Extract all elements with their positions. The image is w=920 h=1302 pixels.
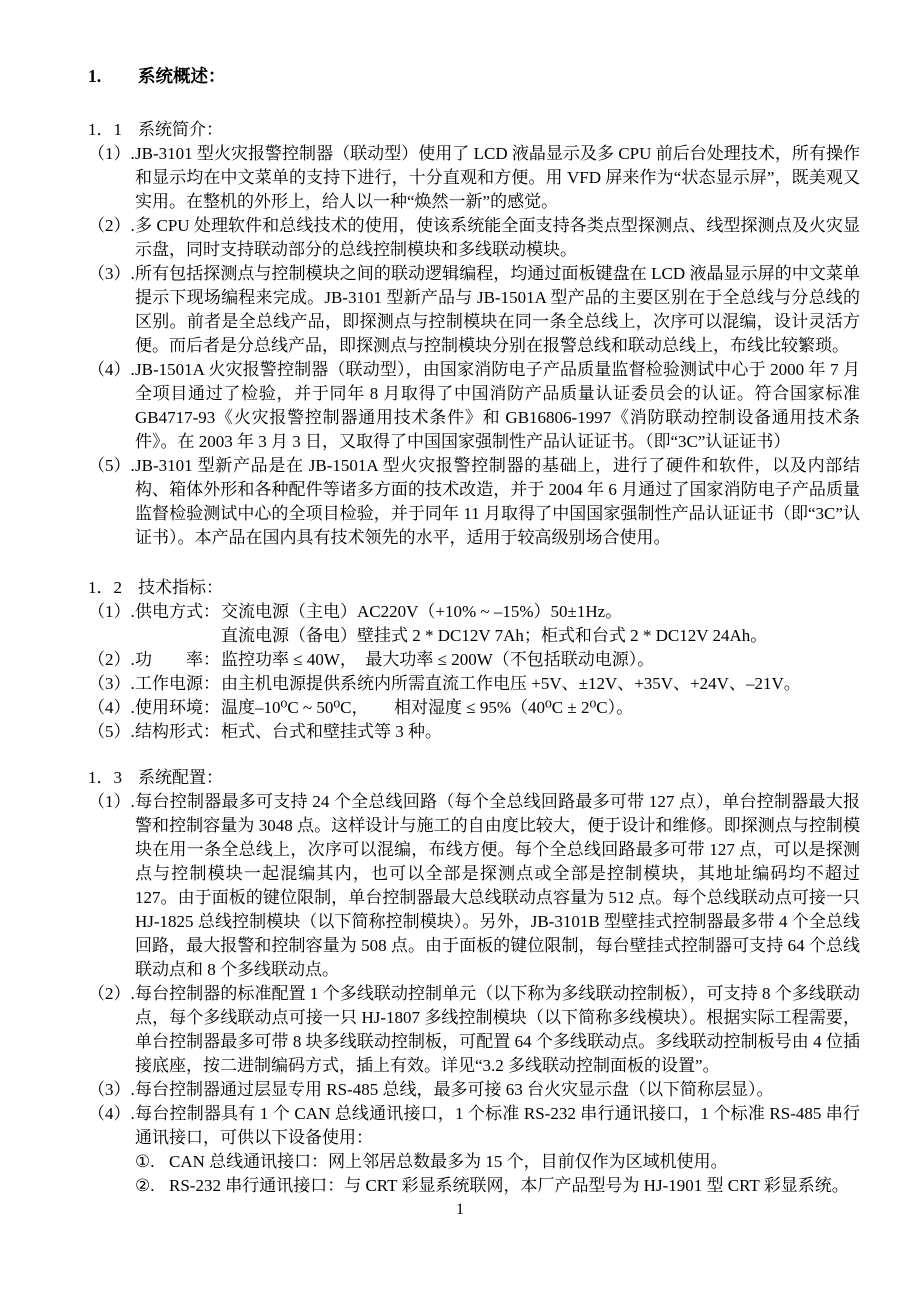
list-item xyxy=(88,358,860,454)
item-label: （3）. xyxy=(88,1080,135,1099)
item-label: （3）. xyxy=(88,264,135,283)
list-item xyxy=(88,454,860,550)
item-label: （5）. xyxy=(88,456,135,475)
item-text: JB-1501A 火灾报警控制器（联动型），由国家消防电子产品质量监督检验测试中心于 2000 年 7 月全项目通过了检验，并于同年 8 月取得了中国消防产品质量认证委员会的认证。符合国家标准 GB4717-93《火灾报警控制器通用技术条件》和 GB16806-1997《消防联动控制设备通用技术条件》。在 2003 年 3 月 3 日，又取得了中国国家强制性产品认证证书。（即“3C”认证证书） xyxy=(135,360,860,451)
spec-term: 工作电源： xyxy=(135,674,220,693)
section-label: 技术指标： xyxy=(138,578,223,597)
list-item xyxy=(88,982,860,1078)
doc-title-label: 系统概述： xyxy=(138,66,226,86)
spec-term: 结构形式： xyxy=(135,722,220,741)
spec-value-line: 交流电源（主电）AC220V（+10% ~ –15%）50±1Hz。 xyxy=(221,602,623,621)
item-text: 每台控制器的标准配置 1 个多线联动控制单元（以下称为多线联动控制板），可支持 8 个多线联动点，每个多线联动点可接一只 HJ-1807 多线控制模块（以下简称多线模块）。根据实际工程需要，单台控制器最多可带 8 块多线联动控制板，可配置 64 个多线联动点。多线联动控制板号由 4 位插接底座，按二进制编码方式，插上有效。详见“3.2 多线联动控制面板的设置”。 xyxy=(135,984,860,1075)
spec-value: 由主机电源提供系统内所需直流工作电压 +5V、±12V、+35V、+24V、–21V。 xyxy=(221,674,801,693)
item-label: （4）. xyxy=(88,698,135,717)
item-label: （1）. xyxy=(88,602,135,621)
spec-value-line: 直流电源（备电）壁挂式 2 * DC12V 7Ah；柜式和台式 2 * DC12V 24Ah。 xyxy=(221,626,768,645)
item-text: JB-3101 型新产品是在 JB-1501A 型火灾报警控制器的基础上，进行了硬件和软件，以及内部结构、箱体外形和各种配件等诸多方面的技术改造，并于 2004 年 6 月通过了国家消防电子产品质量监督检验测试中心的全项目检验，并于同年 11 月取得了中国国家强制性产品认证证书（即“3C”认证书）。本产品在国内具有技术领先的水平，适用于较高级别场合使用。 xyxy=(135,456,860,547)
item-label: （2）. xyxy=(88,216,135,235)
list-item xyxy=(88,262,860,358)
section-heading-1-2 xyxy=(88,576,860,600)
spec-value: 柜式、台式和壁挂式等 3 种。 xyxy=(221,722,442,741)
item-text: JB-3101 型火灾报警控制器（联动型）使用了 LCD 液晶显示及多 CPU 前后台处理技术，所有操作和显示均在中文菜单的支持下进行，十分直观和方便。用 VFD 屏来作为“状态显示屏”，既美观又实用。在整机的外形上，给人以一种“焕然一新”的感觉。 xyxy=(135,144,860,211)
spec-term: 功 率： xyxy=(135,650,220,669)
list-item xyxy=(88,1102,860,1150)
section-label: 系统配置： xyxy=(138,768,223,787)
section-label: 系统简介： xyxy=(138,120,223,139)
sub-list-item xyxy=(135,1174,860,1198)
spec-item xyxy=(88,696,860,720)
item-text: 所有包括探测点与控制模块之间的联动逻辑编程，均通过面板键盘在 LCD 液晶显示屏的中文菜单提示下现场编程来完成。JB-3101 型新产品与 JB-1501A 型产品的主要区别在于全总线与分总线的区别。前者是全总线产品，即探测点与控制模块在同一条全总线上，次序可以混编，设计灵活方便。而后者是分总线产品，即探测点与控制模块分别在报警总线和联动总线上，布线比较繁琐。 xyxy=(135,264,860,355)
section-number: 1．1 xyxy=(88,120,122,139)
item-label: （2）. xyxy=(88,650,135,669)
spec-value: 温度–10⁰C ~ 50⁰C， 相对湿度 ≤ 95%（40⁰C ± 2⁰C）。 xyxy=(221,698,634,717)
doc-title xyxy=(88,64,860,88)
spec-term: 供电方式： xyxy=(135,602,220,621)
list-item xyxy=(88,790,860,982)
item-label: （1）. xyxy=(88,792,135,811)
subitem-label: ①. xyxy=(135,1152,155,1171)
section-heading-1-3 xyxy=(88,766,860,790)
spec-term: 使用环境： xyxy=(135,698,220,717)
spec-item xyxy=(88,672,860,696)
item-text: 多 CPU 处理软件和总线技术的使用，使该系统能全面支持各类点型探测点、线型探测点及火灾显示盘，同时支持联动部分的总线控制模块和多线联动模块。 xyxy=(135,216,860,259)
item-label: （4）. xyxy=(88,1104,135,1123)
spec-value: 监控功率 ≤ 40W， 最大功率 ≤ 200W（不包括联动电源）。 xyxy=(221,650,655,669)
list-item xyxy=(88,1078,860,1102)
spec-item xyxy=(88,648,860,672)
item-text: 每台控制器具有 1 个 CAN 总线通讯接口，1 个标准 RS-232 串行通讯接口，1 个标准 RS-485 串行通讯接口，可供以下设备使用： xyxy=(135,1104,860,1147)
doc-title-number: 1. xyxy=(88,66,102,86)
list-item xyxy=(88,142,860,214)
section-number: 1．2 xyxy=(88,578,122,597)
subitem-text: CAN 总线通讯接口：网上邻居总数最多为 15 个，目前仅作为区域机使用。 xyxy=(169,1152,728,1171)
subitem-text: RS-232 串行通讯接口：与 CRT 彩显系统联网，本厂产品型号为 HJ-1901 型 CRT 彩显系统。 xyxy=(169,1176,849,1195)
item-label: （4）. xyxy=(88,360,135,379)
spec-item xyxy=(88,720,860,744)
page-number: 1 xyxy=(456,1201,464,1218)
sub-list-item xyxy=(135,1150,860,1174)
list-item xyxy=(88,214,860,262)
section-number: 1．3 xyxy=(88,768,122,787)
section-heading-1-1 xyxy=(88,118,860,142)
item-text: 每台控制器通过层显专用 RS-485 总线，最多可接 63 台火灾显示盘（以下简称层显）。 xyxy=(135,1080,774,1099)
subitem-label: ②. xyxy=(135,1176,155,1195)
spec-item xyxy=(88,600,860,648)
item-text: 每台控制器最多可支持 24 个全总线回路（每个全总线回路最多可带 127 点），单台控制器最大报警和控制容量为 3048 点。这样设计与施工的自由度比较大，便于设计和维修。即探测点与控制模块在用一条全总线上，次序可以混编，布线方便。每个全总线回路最多可带 127 点，可以是探测点与控制模块一起混编其内，也可以全部是探测点或全部是控制模块，其地址编码均不超过 127。由于面板的键位限制，单台控制器最大总线联动点容量为 512 点。每个总线联动点可接一只 HJ-1825 总线控制模块（以下简称控制模块）。另外，JB-3101B 型壁挂式控制器最多带 4 个全总线回路，最大报警和控制容量为 508 点。由于面板的键位限制，每台壁挂式控制器可支持 64 个总线联动点和 8 个多线联动点。 xyxy=(135,792,860,979)
spec-value xyxy=(221,600,860,648)
item-label: （2）. xyxy=(88,984,135,1003)
item-label: （5）. xyxy=(88,722,135,741)
item-label: （1）. xyxy=(88,144,135,163)
item-label: （3）. xyxy=(88,674,135,693)
